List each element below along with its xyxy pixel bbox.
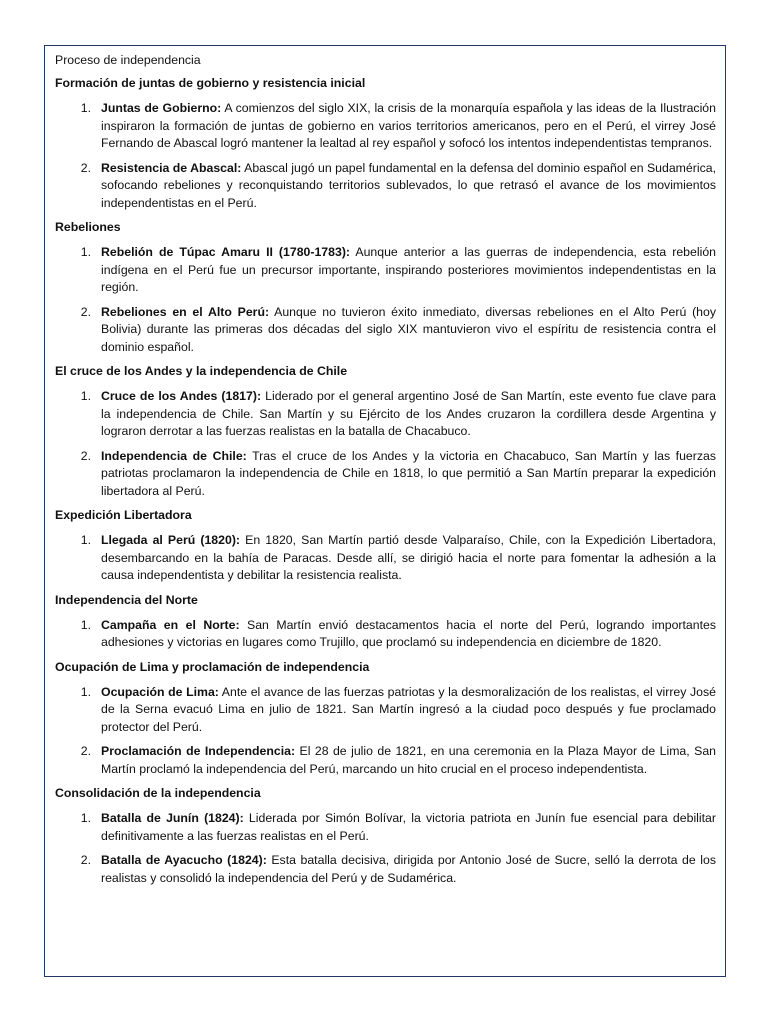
section-heading: El cruce de los Andes y la independencia de Chile [55,364,348,378]
list-number: 1. [80,101,91,115]
section [55,219,716,356]
list-item [55,617,716,652]
section [55,592,716,652]
list-item-body [101,532,716,585]
item-text: Esta batalla decisiva, dirigida por Antonio José de Sucre, selló la derrota de los realistas y consolidó la independencia del Perú y de Sudamérica. [101,853,716,885]
list-item-body [101,852,716,887]
numbered-list [55,100,716,212]
item-text: En 1820, San Martín partió desde Valparaíso, Chile, con la Expedición Libertadora, desembarcando en la bahía de Paracas. Desde allí, se dirigió hacia el norte para fomentar la adhesión a la causa independentista y debilitar la resistencia realista. [101,533,717,582]
section [55,659,716,779]
item-text: Aunque anterior a las guerras de independencia, esta rebelión indígena en el Perú fue un precursor importante, inspirando posteriores movimientos independentistas en la región. [101,245,716,294]
item-text: Liderada por Simón Bolívar, la victoria patriota en Junín fue esencial para debilitar definitivamente a las fuerzas realistas en el Perú. [101,811,716,843]
list-item-body [101,617,716,652]
numbered-list [55,684,716,779]
list-item-body [101,448,716,501]
item-text: Aunque no tuvieron éxito inmediato, diversas rebeliones en el Alto Perú (hoy Bolivia) durante las primeras dos décadas del siglo XIX mantuvieron vivo el espíritu de resistencia contra el dominio español. [101,304,716,354]
item-text: Tras el cruce de los Andes y la victoria en Chacabuco, San Martín y las fuerzas patriotas proclamaron la independencia de Chile en 1818, lo que permitió a San Martín preparar la expedición libertadora al Perú. [101,448,716,498]
list-item [55,684,716,737]
list-item-body [101,244,716,297]
list-item [55,388,716,441]
list-item-body [101,100,716,153]
list-item-body [101,304,716,357]
numbered-list [55,810,716,887]
list-item-body [101,684,716,737]
item-term: Batalla de Ayacucho (1824): [101,853,267,867]
item-term: Resistencia de Abascal: [101,160,242,175]
item-text: Ante el avance de las fuerzas patriotas y la desmoralización de los realistas, el virrey José de la Serna evacuó Lima en julio de 1821. San Martín ingresó a la ciudad poco después y fue proclamado protector del Perú. [101,684,716,734]
section-heading: Consolidación de la independencia [55,786,261,800]
list-item [55,532,716,585]
item-term: Batalla de Junín (1824): [101,811,244,825]
list-item-body [101,160,716,213]
section [55,75,716,212]
section-heading: Expedición Libertadora [55,508,192,522]
list-item-body [101,388,716,441]
item-term: Cruce de los Andes (1817): [101,389,262,403]
list-number: 1. [80,533,91,547]
list-item-body [101,810,716,845]
item-text: A comienzos del siglo XIX, la crisis de la monarquía española y las ideas de la Ilustración inspiraron la formación de juntas de gobierno en varios territorios americanos, pero en el Perú, el virrey José Fernando de Abascal logró mantener la lealtad al rey español y sofocó los intentos independentistas tempranos. [101,101,716,150]
list-number: 1. [80,617,91,632]
section-heading: Ocupación de Lima y proclamación de independencia [55,659,370,674]
section-heading: Independencia del Norte [55,592,198,607]
item-term: Campaña en el Norte: [101,617,240,632]
list-number: 2. [80,744,91,758]
list-item [55,160,716,213]
item-term: Rebelión de Túpac Amaru II (1780-1783): [101,245,351,259]
section-heading: Formación de juntas de gobierno y resistencia inicial [55,76,366,90]
numbered-list [55,388,716,500]
document-body [55,75,716,887]
item-text: Abascal jugó un papel fundamental en la defensa del dominio español en Sudamérica, sofocando rebeliones y reconquistando territorios sublevados, lo que retrasó el avance de los movimientos independentistas en el Perú. [101,160,716,210]
list-number: 1. [80,389,91,403]
item-text: Liderado por el general argentino José de San Martín, este evento fue clave para la independencia de Chile. San Martín y su Ejército de los Andes cruzaron la cordillera desde Argentina y lograron derrotar a las fuerzas realistas en la batalla de Chacabuco. [101,389,716,438]
item-term: Juntas de Gobierno: [101,101,222,115]
item-term: Independencia de Chile: [101,448,247,463]
list-number: 1. [80,245,91,259]
list-item [55,743,716,778]
document-title: Proceso de independencia [55,53,201,67]
list-item-body [101,743,716,778]
list-number: 1. [80,811,91,825]
list-item [55,244,716,297]
list-item [55,100,716,153]
item-term: Ocupación de Lima: [101,684,219,699]
section [55,363,716,500]
list-item [55,448,716,501]
item-term: Llegada al Perú (1820): [101,533,241,547]
list-number: 2. [80,448,91,463]
list-item [55,304,716,357]
list-item [55,852,716,887]
list-number: 2. [80,304,91,319]
document-page [44,45,726,977]
numbered-list [55,617,716,652]
list-number: 2. [80,853,91,867]
list-number: 1. [80,684,91,699]
item-term: Rebeliones en el Alto Perú: [101,304,270,319]
numbered-list [55,532,716,585]
section [55,507,716,585]
section-heading: Rebeliones [55,220,121,234]
item-term: Proclamación de Independencia: [101,744,296,758]
section [55,785,716,887]
numbered-list [55,244,716,356]
list-item [55,810,716,845]
item-text: San Martín envió destacamentos hacia el norte del Perú, logrando importantes adhesiones y victorias en lugares como Trujillo, que proclamó su independencia en diciembre de 1820. [101,617,716,649]
list-number: 2. [80,160,91,175]
item-text: El 28 de julio de 1821, en una ceremonia en la Plaza Mayor de Lima, San Martín proclamó la independencia del Perú, marcando un hito crucial en el proceso independentista. [101,744,716,776]
